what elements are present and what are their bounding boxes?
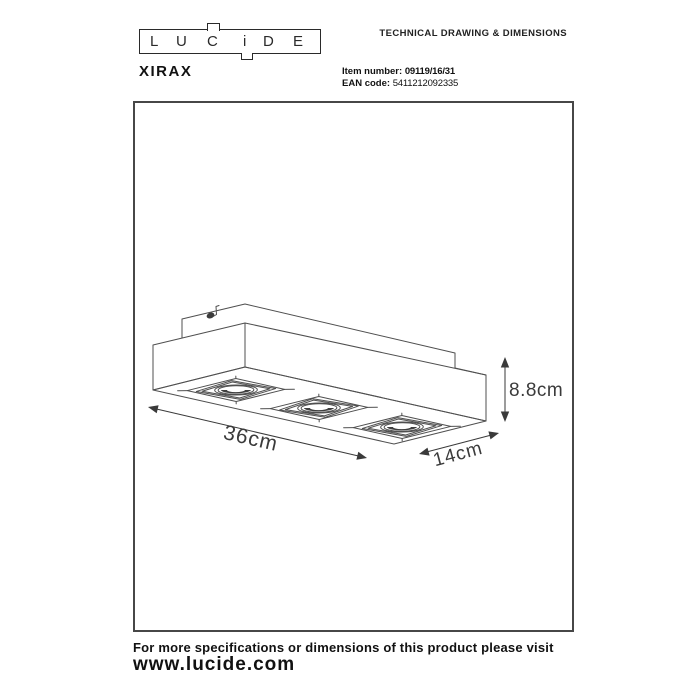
footer-note: For more specifications or dimensions of this product please visit <box>133 640 554 655</box>
depth-dimension-label: 14cm <box>431 437 486 472</box>
fixture-technical-drawing <box>135 103 572 630</box>
logo-letter: E <box>293 33 304 50</box>
footer-website: www.lucide.com <box>133 654 296 675</box>
logo-stem-notch-icon <box>241 53 253 60</box>
length-dimension-label: 36cm <box>221 421 281 456</box>
logo-letter: U <box>176 33 187 50</box>
lucide-logo <box>139 29 321 54</box>
product-name: XIRAX <box>139 63 193 80</box>
product-codes <box>342 66 458 90</box>
canopy-plate <box>182 304 486 375</box>
item-number-label: Item number: <box>342 66 403 77</box>
box-bottom-face <box>153 367 486 444</box>
item-number-value: 09119/16/31 <box>404 66 455 77</box>
logo-letter: C <box>207 33 218 50</box>
ean-code-row <box>342 78 458 90</box>
height-dimension-arrow <box>501 357 509 422</box>
ean-code-label: EAN code: <box>342 78 391 89</box>
logo-letter: L <box>150 33 159 50</box>
height-dimension-label: 8.8cm <box>509 380 564 401</box>
document-title: TECHNICAL DRAWING & DIMENSIONS <box>379 28 567 39</box>
logo-letter: D <box>263 33 274 50</box>
logo-pendant-notch-icon <box>207 23 220 31</box>
drawing-frame <box>133 101 574 632</box>
item-number-row <box>342 66 458 78</box>
logo-letter: i <box>243 33 247 50</box>
ean-code-value: 5411212092335 <box>392 78 459 89</box>
